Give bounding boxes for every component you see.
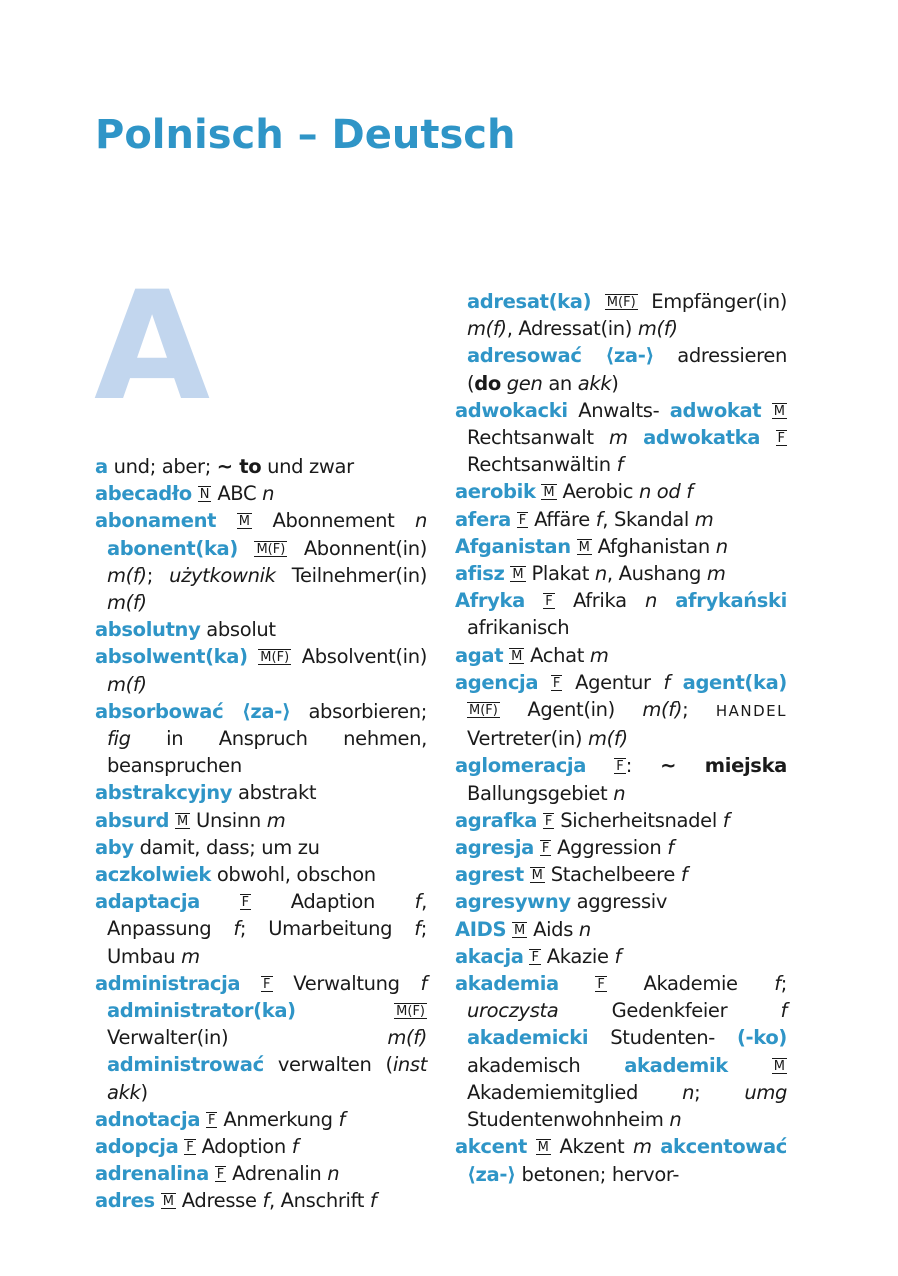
headword: agresywny [455,890,571,914]
entry-abonament [95,507,427,616]
headword: akademicki [467,1026,589,1050]
headword: (-ko) [736,1026,787,1050]
translation-text: adressieren ( [467,344,787,395]
entry-agrafka [455,807,787,834]
grammar-note: użytkownik [169,563,276,587]
translation-text: Studenten- [588,1026,737,1050]
translation-text: absorbieren; [290,699,427,723]
headword: agrafka [455,808,538,832]
gender-marker: F [597,977,605,993]
grammar-note: fig [107,727,131,751]
entry-aby [95,834,427,861]
entry-absolutny [95,616,427,643]
grammar-note: f [233,917,240,941]
entry-afera [455,506,787,533]
entry-akcent [455,1133,787,1187]
translation-text: an [542,371,578,395]
gender-marker: M(F) [469,703,498,719]
entry-absolwent [95,643,427,697]
headword: administracja [95,971,241,995]
entry-adnotacja [95,1106,427,1133]
translation-text: Rechtsanwalt [467,426,610,450]
translation-text: Aerobic [562,480,639,504]
headword: Afganistan [455,534,571,558]
grammar-note: f [780,999,787,1023]
grammar-note: f [420,971,427,995]
headword: akcent [455,1135,528,1159]
headword: afera [455,507,511,531]
grammar-note: m [609,426,628,450]
translation-text: und zwar [261,455,354,478]
grammar-note: n od f [638,480,693,504]
grammar-note: n [594,562,607,586]
translation-text: , Adressat(in) [506,317,638,341]
gender-marker: M(F) [260,650,290,666]
grammar-note: n [644,589,657,613]
translation-text: Studentenwohnheim [467,1108,670,1132]
grammar-note: m(f) [387,1026,427,1050]
grammar-note: akk [577,371,612,395]
grammar-note: f [722,808,730,832]
headword: absolwent(ka) [95,645,248,669]
headword: adaptacja [95,890,200,914]
grammar-note: m [181,944,200,968]
entry-adwokacki [455,397,787,479]
translation-text: Verwalter(in) [107,1026,388,1050]
gender-marker: M [543,485,555,501]
grammar-note: umg [744,1080,787,1104]
translation-text: Akademie [643,972,775,996]
gender-marker: F [263,976,271,992]
translation-text: Achat [530,643,590,667]
headword: AIDS [455,917,507,941]
translation-text: Sicherheitsnadel [560,808,723,832]
grammar-note: f [680,863,688,887]
gender-marker: M [511,648,523,664]
entry-afganistan [455,533,787,560]
translation-text: Unsinn [196,808,267,832]
grammar-note: f [616,453,624,477]
translation-text: Verwaltung [293,971,421,995]
headword: absolutny [95,618,201,642]
translation-text: Plakat [531,562,595,586]
headword: adwokacki [455,398,568,422]
grammar-note: n [262,482,275,506]
gender-marker: F [545,594,553,610]
grammar-note: n [327,1162,340,1186]
phrase: do [474,371,501,395]
grammar-note: f [774,972,781,996]
grammar-note: n [669,1108,682,1132]
translation-text: abstrakt [232,781,317,805]
translation-text: ; [682,698,716,722]
gender-marker: F [208,1112,216,1128]
entry-agrest [455,861,787,888]
grammar-note: inst akk [107,1053,427,1104]
entry-agat [455,642,787,669]
entry-afisz [455,560,787,587]
translation-text: Adaption [290,890,415,914]
grammar-note: m(f) [107,591,147,615]
headword: abecadło [95,482,192,506]
headword: afisz [455,562,505,586]
gender-marker: M [773,403,785,419]
translation-text: Absolvent(in) [301,645,427,669]
translation-text: betonen; hervor- [515,1162,680,1186]
grammar-note: m(f) [642,698,683,722]
grammar-note: f [667,836,674,860]
headword: a [95,455,108,478]
grammar-note: m [632,1135,652,1159]
grammar-note: n [682,1080,695,1104]
translation-text: Stachelbeere [550,863,681,887]
headword: adwokatka [643,426,761,450]
headword: abonent(ka) [107,536,238,560]
headword: aby [95,835,134,859]
grammar-note: uroczysta [467,999,559,1023]
gender-marker: M [512,567,524,583]
translation-text: Empfänger(in) [651,290,787,313]
phrase: ~ to [216,455,262,478]
translation-text: , Anpassung [107,890,427,941]
headword: Afryka [455,589,525,613]
grammar-note: f [414,917,421,941]
grammar-note: m(f) [467,317,507,341]
translation-text: ; [146,563,170,587]
gender-marker: M(F) [256,541,286,557]
entry-aids [455,916,787,943]
headword: adres [95,1189,155,1213]
translation-text: , Aushang [606,562,707,586]
gender-marker: M [537,1140,549,1156]
entry-administracja [95,970,427,1106]
domain-label: HANDEL [715,702,787,721]
headword: adresować ⟨za-⟩ [467,344,655,368]
entry-agencja [455,669,787,753]
translation-text: Adrenalin [232,1162,328,1186]
headword: aglomeracja [455,754,587,778]
headword: agent(ka) [682,670,787,694]
gender-marker: M(F) [396,1004,425,1020]
translation-text: verwalten ( [263,1053,393,1077]
headword: agencja [455,670,539,694]
translation-text: Gedenkfeier [558,999,781,1023]
entry-akacja [455,943,787,970]
translation-text: Ballungsgebiet [467,781,614,805]
headword: aczkolwiek [95,863,211,887]
entry-adresat [455,288,787,342]
grammar-note: f [262,1189,269,1213]
entry-akademia [455,970,787,1133]
gender-marker: M [531,868,543,884]
translation-text: ; Umarbeitung [239,917,415,941]
headword: afrykański [675,589,787,613]
entry-adrenalina [95,1160,427,1187]
translation-text: absolut [200,618,276,642]
grammar-note: f [338,1107,346,1131]
translation-text: Agent(in) [527,698,643,722]
grammar-note: gen [500,371,543,395]
grammar-note: f [369,1189,377,1213]
gender-marker: F [186,1140,194,1156]
translation-text: akademisch [467,1053,625,1077]
grammar-note: n [414,509,427,533]
grammar-note: f [414,890,422,914]
translation-text: Akademiemitglied [467,1080,683,1104]
grammar-note: m(f) [588,727,628,751]
translation-text: afrikanisch [467,616,570,640]
entry-aerobik [455,478,787,505]
translation-text: Adoption [201,1135,292,1159]
translation-text: Vertreter(in) [467,727,589,751]
translation-text: , Anschrift [268,1189,370,1213]
section-letter: A [94,260,211,434]
headword: adresat(ka) [467,290,592,313]
entry-aglomeracja [455,752,787,806]
headword: abonament [95,509,217,533]
headword: administrator(ka) [107,999,296,1023]
headword: akcentować ⟨za-⟩ [467,1135,787,1186]
translation-text: Akazie [546,944,615,968]
headword: adwokat [669,398,762,422]
gender-marker: F [241,895,250,911]
gender-marker: F [544,813,553,829]
entry-absorbowac [95,698,427,780]
translation-text: aggressiv [570,890,668,914]
headword: agrest [455,863,524,887]
translation-text: ; Umbau [107,917,427,968]
translation-text: Abonnent(in) [303,536,427,560]
grammar-note: f [595,507,603,531]
grammar-note: n [578,917,591,941]
entry-a [95,453,427,480]
gender-marker: F [552,675,561,691]
grammar-note: n [715,534,728,558]
translation-text: Aggression [557,836,668,860]
right-column [455,288,787,1188]
gender-marker: M(F) [606,295,636,310]
grammar-note: m(f) [107,563,147,587]
headword: adrenalina [95,1162,209,1186]
translation-text: Teilnehmer(in) [275,563,427,587]
grammar-note: m(f) [107,672,147,696]
gender-marker: M [238,514,250,530]
phrase: ~ miejska [660,754,787,778]
translation-text: Afghanistan [597,534,716,558]
translation-text: ABC [217,482,263,506]
headword: absorbować ⟨za-⟩ [95,699,291,723]
entry-absurd [95,807,427,834]
gender-marker: M [514,922,526,938]
gender-marker: F [531,949,539,965]
grammar-note: m(f) [637,317,678,341]
translation-text: damit, dass; um zu [133,835,320,859]
translation-text: Anmerkung [223,1107,339,1131]
grammar-note: m [694,507,714,531]
translation-text: , Skandal [602,507,695,531]
translation-text: ) [140,1080,148,1104]
entry-abstrakcyjny [95,779,427,806]
grammar-note: m [589,643,609,667]
translation-text: Anwalts- [567,398,670,422]
translation-text: ; [780,972,787,996]
headword: agat [455,643,504,667]
entry-adresowac [455,342,787,396]
grammar-note: m [266,808,286,832]
entry-adres [95,1187,427,1214]
entry-agresja [455,834,787,861]
grammar-note: m [706,562,726,586]
headword: absurd [95,808,170,832]
gender-marker: F [518,512,527,528]
gender-marker: F [616,759,624,775]
grammar-note: n [613,781,626,805]
gender-marker: M [773,1058,785,1074]
grammar-note: f [663,670,670,694]
translation-text: Akzent [559,1135,633,1159]
grammar-note: f [614,944,621,968]
page-title: Polnisch – Deutsch [95,112,516,158]
headword: akademia [455,972,559,996]
left-column [95,453,427,1215]
gender-marker: M [578,539,590,555]
translation-text: Adresse [181,1189,263,1213]
headword: adopcja [95,1135,179,1159]
entry-agresywny [455,888,787,915]
translation-text: Aids [533,917,579,941]
translation-text: Abonnement [272,509,415,533]
gender-marker: F [777,431,785,447]
entry-adopcja [95,1133,427,1160]
headword: adnotacja [95,1107,201,1131]
translation-text: Afrika [572,589,645,613]
translation-text: ; [694,1080,745,1104]
translation-text: und; aber; [107,455,217,478]
headword: agresja [455,836,534,860]
headword: abstrakcyjny [95,781,233,805]
translation-text: Affäre [534,507,596,531]
translation-text: obwohl, obschon [211,863,376,887]
gender-marker: F [216,1167,225,1183]
entry-aczkolwiek [95,861,427,888]
entry-adaptacja [95,888,427,970]
headword: akademik [624,1053,728,1077]
headword: akacja [455,944,524,968]
entry-afryka [455,587,787,641]
headword: aerobik [455,480,536,504]
gender-marker: F [541,841,550,857]
translation-text: Agentur [575,670,664,694]
gender-marker: M [162,1194,174,1210]
translation-text: : [625,754,661,778]
translation-text: Rechtsanwältin [467,453,617,477]
gender-marker: M [176,813,189,829]
headword: administrować [107,1053,264,1077]
grammar-note: f [291,1135,299,1159]
gender-marker: N [199,487,210,503]
translation-text: ) [611,371,619,395]
entry-abecadlo [95,480,427,507]
translation-text: in Anspruch nehmen, beanspruchen [107,727,427,778]
